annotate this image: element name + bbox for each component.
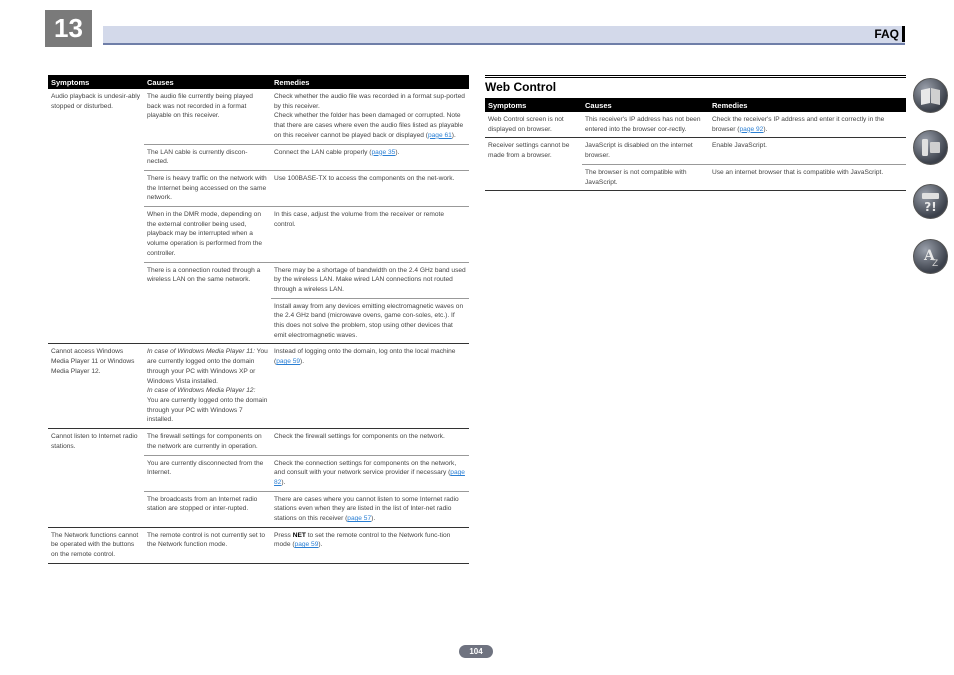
section-title-web-control: Web Control xyxy=(485,77,906,94)
symptom-cell: The Network functions cannot be operated with the buttons on the remote control. xyxy=(48,527,144,563)
svg-text:?!: ?! xyxy=(924,200,937,213)
remedy-text: Install away from any devices emitting electromagnetic waves on the 2.4 GHz band (microwave ovens, game con-soles, etc.). If this does not solve the problem, stop using other devices that emit electromagnetic waves. xyxy=(271,298,469,344)
chapter-number: 13 xyxy=(45,10,92,47)
cause-cell: This receiver's IP address has not been entered into the browser cor-rectly. xyxy=(585,116,701,133)
page-number: 104 xyxy=(459,645,493,658)
remedy-cell: Check whether the audio file was recorded in a format sup-ported by this receiver. Check whether the folder has been damaged or corrupted. Note that there are cases where even the audio files listed as playable on this receiver cannot be played back or displayed (page 61). xyxy=(274,93,465,139)
svg-text:A: A xyxy=(924,248,935,264)
faq-icon[interactable] xyxy=(913,184,948,219)
cause-cell: There is a connection routed through a wireless LAN on the same network. xyxy=(144,262,271,344)
header-causes: Causes xyxy=(144,75,271,89)
table-header-row xyxy=(48,75,469,89)
remedy-cell: Use 100BASE-TX to access the components on the net-work. xyxy=(271,170,469,206)
table-row xyxy=(48,429,469,455)
remedy-cell: Instead of logging onto the domain, log onto the local machine (page 59). xyxy=(271,344,469,429)
remedy-cell: Enable JavaScript. xyxy=(709,138,906,164)
cause-cell: You are currently disconnected from the Internet. xyxy=(144,455,271,491)
svg-text:Z: Z xyxy=(932,259,939,268)
book-icon[interactable] xyxy=(913,78,948,113)
cause-cell: The browser is not compatible with JavaScript. xyxy=(582,164,709,190)
header-symptoms: Symptoms xyxy=(48,75,144,89)
symptom-cell: Cannot access Windows Media Player 11 or Windows Media Player 12. xyxy=(48,344,144,429)
page-link[interactable]: page 92 xyxy=(739,125,764,133)
page-link[interactable]: page 82 xyxy=(274,469,465,486)
cause-cell: The remote control is not currently set to the Network function mode. xyxy=(144,527,271,563)
remedy-cell: Connect the LAN cable properly (page 35). xyxy=(271,144,469,170)
remedy-cell: Check the receiver's IP address and enter it correctly in the browser (page 92). xyxy=(712,116,885,133)
table-row xyxy=(48,89,469,144)
section-rule xyxy=(485,75,906,76)
page-link[interactable]: page 61 xyxy=(427,131,452,139)
cause-cell: When in the DMR mode, depending on the external controller being used, playback may be interrupted when a volume operation is performed from the controller. xyxy=(144,207,271,263)
cause-cell: JavaScript is disabled on the internet browser. xyxy=(582,138,709,164)
remedy-text: There may be a shortage of bandwidth on the 2.4 GHz band used by the wireless LAN. Make wired LAN connections not routed through a wireless LAN. xyxy=(274,266,466,293)
remote-control-icon[interactable] xyxy=(913,130,948,165)
header-causes: Causes xyxy=(582,98,709,112)
cause-cell: In case of Windows Media Player 11: You are currently logged onto the domain through your PC with Windows XP or Windows Vista installed. In case of Windows Media Player 12: You are currently logged onto the domain through your PC with Windows 7 installed. xyxy=(144,344,271,429)
header-remedies: Remedies xyxy=(271,75,469,89)
page-link[interactable]: page 35 xyxy=(371,148,396,156)
remedy-cell: In this case, adjust the volume from the receiver or remote control. xyxy=(271,207,469,263)
header-remedies: Remedies xyxy=(709,98,906,112)
remedy-cell: Check the connection settings for components on the network, and consult with your network service provider if necessary (page 82). xyxy=(271,455,469,491)
symptom-cell: Web Control screen is not displayed on browser. xyxy=(488,116,564,133)
table-row xyxy=(485,138,906,164)
page-link[interactable]: page 57 xyxy=(347,515,372,523)
page-link[interactable]: page 59 xyxy=(294,541,319,549)
remedy-cell xyxy=(271,262,469,344)
page-link[interactable]: page 59 xyxy=(276,358,301,366)
remedy-cell: Press NET to set the remote control to the Network func-tion mode (page 59). xyxy=(271,527,469,563)
web-control-table xyxy=(485,98,906,191)
symptom-cell: Cannot listen to Internet radio stations. xyxy=(48,429,144,528)
cause-cell: The audio file currently being played back was not recorded in a format playable on this receiver. xyxy=(147,93,253,120)
cause-cell: The LAN cable is currently discon-nected. xyxy=(144,144,271,170)
header-title: FAQ xyxy=(874,27,899,41)
remedy-cell: Check the firewall settings for components on the network. xyxy=(271,429,469,455)
glossary-icon[interactable] xyxy=(913,239,948,274)
symptom-cell: Receiver settings cannot be made from a browser. xyxy=(485,138,582,191)
table-row xyxy=(48,527,469,563)
table-row xyxy=(48,344,469,429)
header-bar xyxy=(103,26,905,45)
header-symptoms: Symptoms xyxy=(485,98,582,112)
net-button-label: NET xyxy=(292,531,306,539)
remedy-cell: Use an internet browser that is compatible with JavaScript. xyxy=(709,164,906,190)
symptom-cell: Audio playback is undesir-ably stopped or disturbed. xyxy=(51,93,141,110)
cause-cell: There is heavy traffic on the network with the Internet being accessed on the same network. xyxy=(144,170,271,206)
table-header-row xyxy=(485,98,906,112)
remedy-cell: There are cases where you cannot listen to some Internet radio stations even when they are listed in the list of Inter-net radio stations on this receiver (page 57). xyxy=(271,491,469,527)
cause-cell: The broadcasts from an Internet radio station are stopped or inter-rupted. xyxy=(144,491,271,527)
table-row xyxy=(485,112,906,138)
cause-cell: The firewall settings for components on the network are currently in operation. xyxy=(144,429,271,455)
network-troubleshooting-table xyxy=(48,75,469,564)
